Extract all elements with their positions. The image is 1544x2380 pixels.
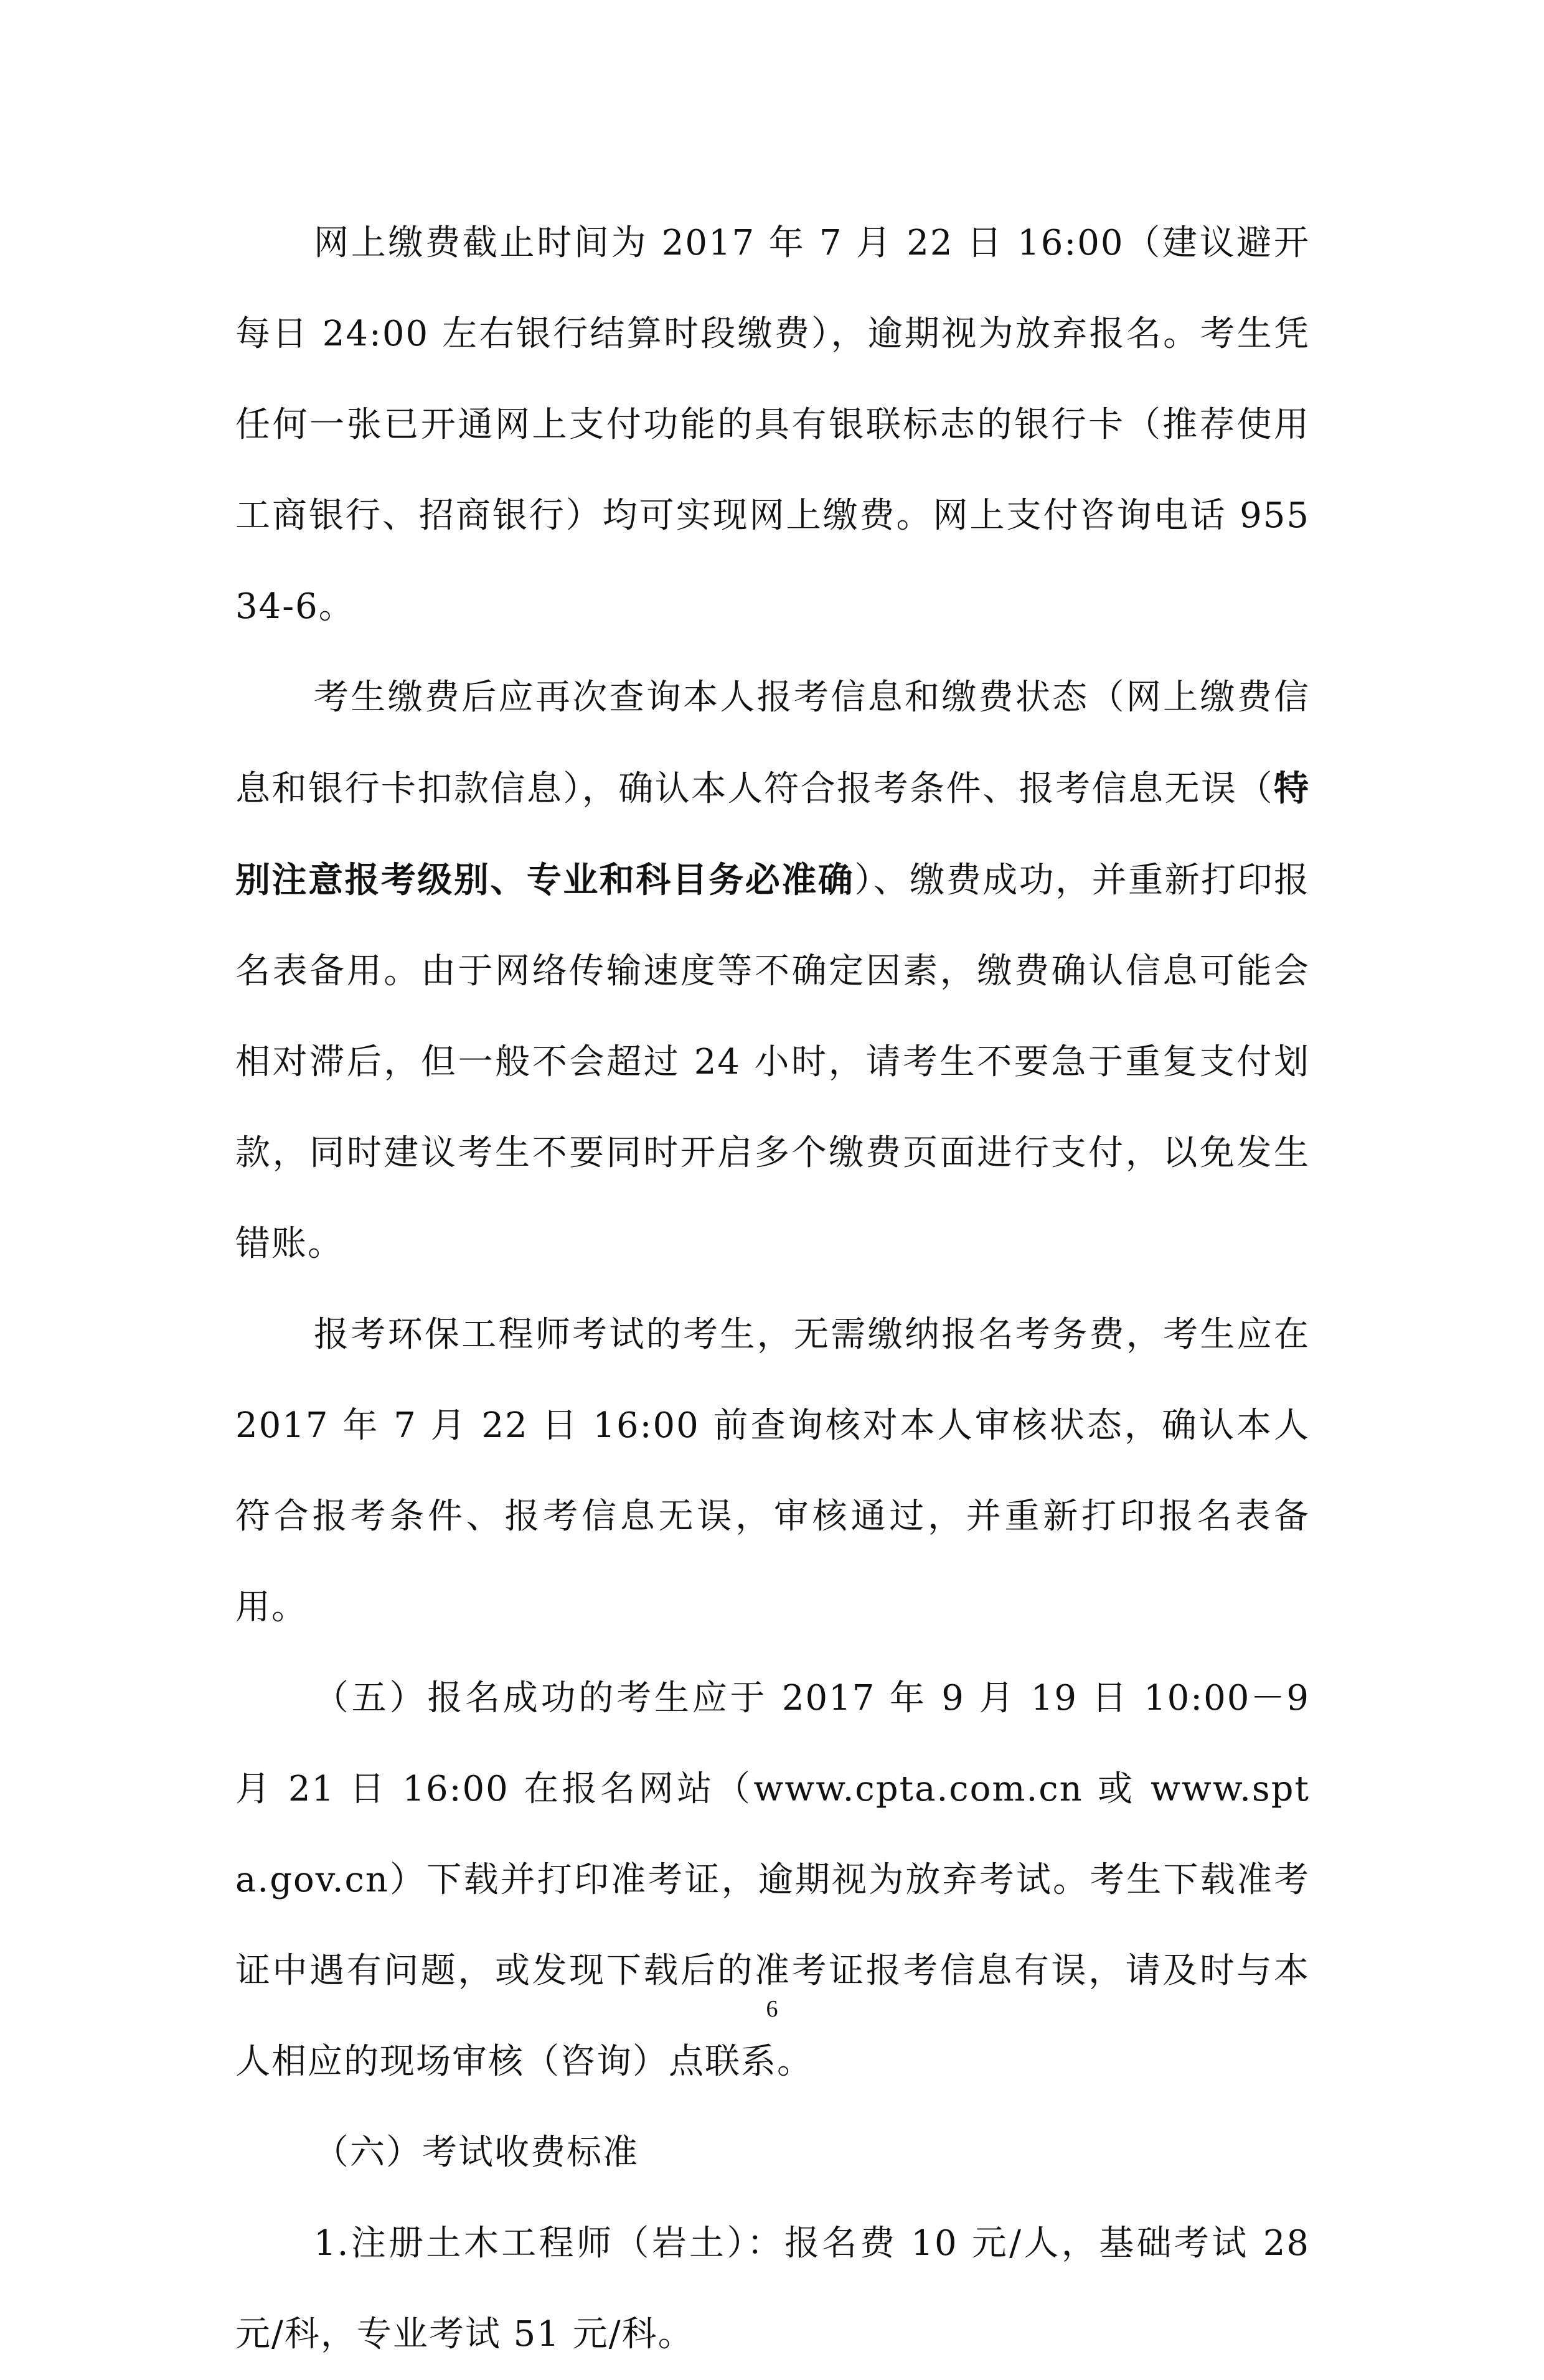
body-text [235, 198, 1310, 2380]
paragraph-environmental-engineer: 报考环保工程师考试的考生，无需缴纳报名考务费，考生应在 2017 年 7 月 22 日 16:00 前查询核对本人审核状态，确认本人符合报考条件、报考信息无误，审核通过，并重新打印报名表备用。 [235, 1314, 1310, 1628]
paragraph-verification-bold-note: 特别注意报考级别、专业和科目务必准确 [235, 768, 1310, 901]
paragraph-admission-ticket: （五）报名成功的考生应于 2017 年 9 月 19 日 10:00－9 月 21 日 16:00 在报名网站（www.cpta.com.cn 或 www.spta.gov.cn）下载并打印准考证，逾期视为放弃考试。考生下载准考证中遇有问题，或发现下载后的准考证报考信息有误，请及时与本人相应的现场审核（咨询）点联系。 [235, 1678, 1310, 2082]
section-heading-fee-standard: （六）考试收费标准 [314, 2132, 639, 2173]
paragraph-verification-text-2: ）、缴费成功，并重新打印报名表备用。由于网络传输速度等不确定因素，缴费确认信息可能会相对滞后，但一般不会超过 24 小时，请考生不要急于重复支付划款，同时建议考生不要同时开启多个缴费页面进行支付，以免发生错账。 [235, 860, 1311, 1264]
page-number: 6 [766, 1996, 778, 2022]
paragraph-payment-verification [235, 652, 1310, 1290]
paragraph-verification-text-1: 考生缴费后应再次查询本人报考信息和缴费状态（网上缴费信息和银行卡扣款信息），确认本人符合报考条件、报考信息无误（ [235, 677, 1310, 809]
paragraph-online-payment-deadline: 网上缴费截止时间为 2017 年 7 月 22 日 16:00（建议避开每日 24:00 左右银行结算时段缴费），逾期视为放弃报名。考生凭任何一张已开通网上支付功能的具有银联标志的银行卡（推荐使用工商银行、招商银行）均可实现网上缴费。网上支付咨询电话 95534-6。 [235, 223, 1310, 627]
paragraph-civil-engineer-fees: 1.注册土木工程师（岩土）：报名费 10 元/人，基础考试 28 元/科，专业考试 51 元/科。 [235, 2223, 1310, 2354]
